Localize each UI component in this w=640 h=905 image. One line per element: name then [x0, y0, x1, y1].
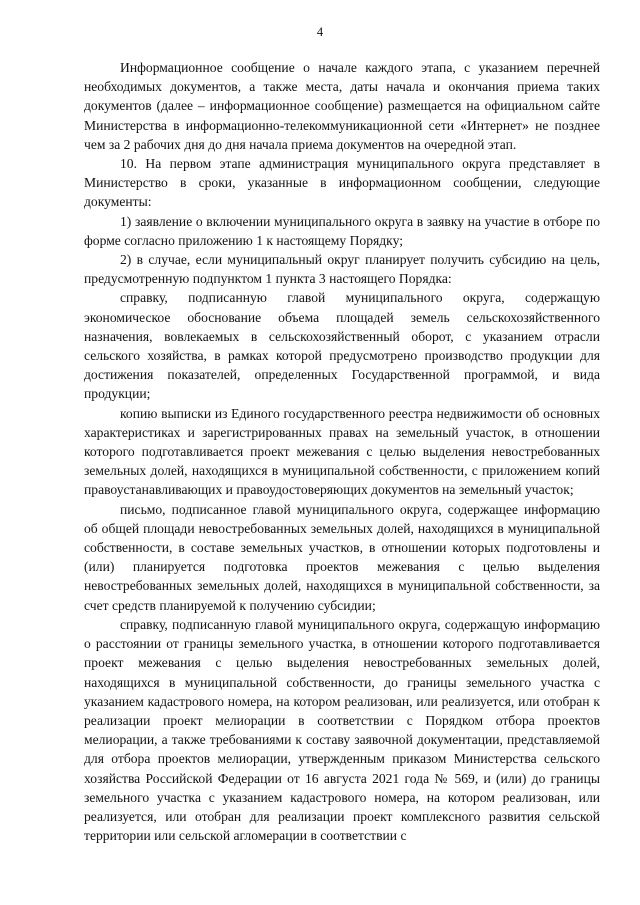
paragraph-info-message: Информационное сообщение о начале каждого этапа, с указанием перечней необходимых документов, а также места, даты начала и окончания приема таких документов (далее – информационное сообщение) размещается на официальном сайте Министерства в информационно-телекоммуникационной сети «Интернет» не позднее чем за 2 рабочих дня до дня начала приема документов на очередной этап.: [84, 60, 600, 152]
paragraph-subitem-2: 2) в случае, если муниципальный округ планирует получить субсидию на цель, предусмотренную подпунктом 1 пункта 3 настоящего Порядка:: [84, 252, 600, 287]
paragraph-distance-certificate: справку, подписанную главой муниципального округа, содержащую информацию о расстоянии от границы земельного участка, в отношении которого подготавливается проект межевания с целью выделения невостребованных земельных долей, находящихся в муниципальной собственности, до границы земельного участка с указанием кадастрового номера, на котором реализован, или реализуется, или отобран к реализации проект мелиорации в соответствии с Порядком отбора проектов мелиорации, а также требованиями к составу заявочной документации, представляемой для отбора проектов мелиорации, утвержденным приказом Министерства сельского хозяйства Российской Федерации от 16 августа 2021 года № 569, и (или) до границы земельного участка с указанием кадастрового номера, на котором реализован, или реализуется, или отобран для реализации проект комплексного развития сельской территории или сельской агломерации в соответствии с: [84, 616, 600, 844]
paragraph-registry-extract: копию выписки из Единого государственного реестра недвижимости об основных характеристиках и зарегистрированных правах на земельный участок, в отношении которого подготавливается проект межевания с целью выделения невостребованных земельных долей, находящихся в муниципальной собственности, с приложением копий правоустанавливающих и правоудостоверяющих документов на земельный участок;: [84, 405, 600, 498]
page-number: 4: [316, 25, 324, 39]
paragraph-letter-area: письмо, подписанное главой муниципального округа, содержащее информацию об общей площади невостребованных земельных долей, находящихся в муниципальной собственности, в составе земельных участков, в отношении которых подготовлены и (или) планируется подготовка проектов межевания с целью выделения невостребованных земельных долей, находящихся в муниципальной собственности, за счет средств планируемой к получению субсидии;: [84, 501, 600, 613]
paragraph-subitem-1: 1) заявление о включении муниципального округа в заявку на участие в отборе по форме согласно приложению 1 к настоящему Порядку;: [84, 213, 600, 248]
paragraph-economic-justification: справку, подписанную главой муниципального округа, содержащую экономическое обоснование объема площадей земель сельскохозяйственного назначения, вовлекаемых в сельскохозяйственный оборот, с указанием отрасли сельского хозяйства, в рамках которой предусмотрено производство продукции для достижения показателей, определенных Государственной программой, и вида продукции;: [84, 290, 600, 402]
document-body: [84, 58, 600, 845]
paragraph-item-10: 10. На первом этапе администрация муниципального округа представляет в Министерство в сроки, указанные в информационном сообщении, следующие документы:: [84, 156, 600, 210]
